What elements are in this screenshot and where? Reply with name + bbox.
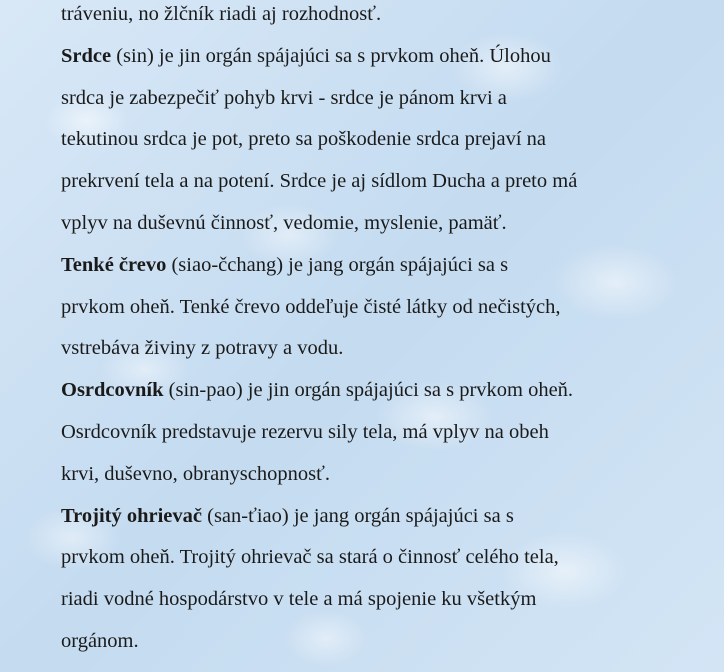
line-text: vstrebáva živiny z potravy a vodu. — [61, 337, 344, 360]
text-line — [61, 203, 701, 245]
line-text: tekutinou srdca je pot, preto sa poškodenie srdca prejaví na — [61, 128, 547, 151]
document-page — [61, 0, 701, 663]
line-text: prekrvení tela a na potení. Srdce je aj sídlom Ducha a preto má — [61, 170, 578, 193]
line-text: vplyv na duševnú činnosť, vedomie, myslenie, pamäť. — [61, 211, 507, 234]
term-heading: Trojitý ohrievač — [61, 504, 202, 527]
text-line — [61, 287, 701, 329]
text-line — [61, 370, 701, 412]
text-line — [61, 537, 701, 579]
line-text: tráveniu, no žlčník riadi aj rozhodnosť. — [61, 3, 382, 25]
text-line — [61, 412, 701, 454]
text-line — [61, 245, 701, 287]
line-text: orgánom. — [61, 629, 139, 652]
text-line — [61, 36, 701, 78]
line-text: (san-ťiao) je jang orgán spájajúci sa s — [202, 504, 514, 527]
text-line — [61, 579, 701, 621]
term-heading: Srdce — [61, 44, 112, 67]
text-line — [61, 621, 701, 663]
line-text: prvkom oheň. Trojitý ohrievač sa stará o činnosť celého tela, — [61, 546, 559, 569]
line-text: (sin-pao) je jin orgán spájajúci sa s prvkom oheň. — [163, 379, 574, 402]
text-line — [61, 119, 701, 161]
line-text: Osrdcovník predstavuje rezervu sily tela, má vplyv na obeh — [61, 420, 549, 443]
line-text: (siao-čchang) je jang orgán spájajúci sa s — [166, 253, 509, 276]
line-text: krvi, duševno, obranyschopnosť. — [61, 462, 330, 485]
line-text: srdca je zabezpečiť pohyb krvi - srdce je pánom krvi a — [61, 86, 507, 109]
line-text: riadi vodné hospodárstvo v tele a má spojenie ku všetkým — [61, 588, 537, 611]
text-line — [61, 78, 701, 120]
text-line — [61, 0, 701, 36]
text-line — [61, 454, 701, 496]
text-line — [61, 161, 701, 203]
line-text: (sin) je jin orgán spájajúci sa s prvkom oheň. Úlohou — [111, 44, 551, 67]
text-line — [61, 328, 701, 370]
term-heading: Tenké črevo — [61, 253, 167, 276]
text-line — [61, 496, 701, 538]
term-heading: Osrdcovník — [61, 379, 164, 402]
line-text: prvkom oheň. Tenké črevo oddeľuje čisté látky od nečistých, — [61, 295, 561, 318]
